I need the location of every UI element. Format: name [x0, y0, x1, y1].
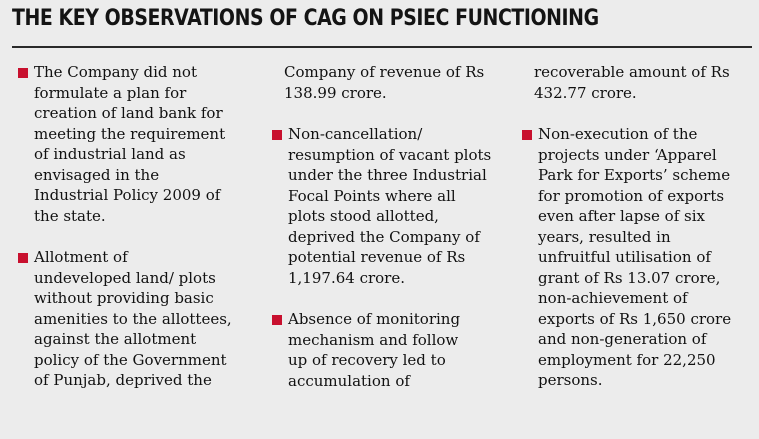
observation-line: accumulation of — [288, 371, 410, 390]
observation-line: the state. — [34, 206, 106, 225]
observation-line: Company of revenue of Rs — [284, 63, 485, 81]
observation-line: grant of Rs 13.07 crore, — [538, 268, 721, 287]
observation-item — [268, 309, 506, 391]
observation-item — [518, 124, 756, 391]
red-square-bullet-icon — [18, 68, 28, 78]
observation-line: deprived the Company of — [288, 227, 480, 246]
observation-line: of industrial land as — [34, 145, 186, 163]
observation-line: of Punjab, deprived the — [34, 371, 212, 389]
observation-line: Focal Points where all — [288, 186, 456, 205]
observation-line: without providing basic — [34, 289, 214, 307]
observation-line: envisaged in the — [34, 165, 160, 184]
observation-line: formulate a plan for — [34, 83, 187, 102]
observation-line: meeting the requirement — [34, 124, 226, 143]
observation-line: The Company did not — [34, 63, 197, 81]
observation-line: exports of Rs 1,650 crore — [538, 309, 732, 328]
observation-line: 432.77 crore. — [534, 83, 637, 102]
red-square-bullet-icon — [18, 253, 28, 263]
observation-line: up of recovery led to — [288, 351, 446, 369]
observation-line: recoverable amount of Rs — [534, 63, 730, 81]
page-title: THE KEY OBSERVATIONS OF CAG ON PSIEC FUNCTIONING — [12, 6, 599, 31]
column-2 — [268, 62, 506, 412]
observation-item — [268, 124, 506, 288]
observation-line: employment for 22,250 — [538, 350, 716, 369]
observation-line: for promotion of exports — [538, 186, 725, 205]
title-divider — [12, 46, 752, 48]
observation-line: Non-execution of the — [538, 125, 698, 143]
observation-line: amenities to the allottees, — [34, 309, 232, 328]
observation-line: resumption of vacant plots — [288, 145, 492, 164]
observation-line: Industrial Policy 2009 of — [34, 186, 221, 204]
observation-line: 1,197.64 crore. — [288, 268, 405, 287]
observation-item — [14, 62, 252, 226]
observation-line: even after lapse of six — [538, 207, 705, 225]
observation-line: projects under ‘Apparel — [538, 145, 717, 164]
observation-line: plots stood allotted, — [288, 207, 439, 225]
observation-line: Allotment of — [34, 248, 128, 266]
observation-line: mechanism and follow — [288, 330, 459, 349]
red-square-bullet-icon — [522, 130, 532, 140]
observation-line: Non-cancellation/ — [288, 125, 423, 143]
observation-line: policy of the Government — [34, 350, 227, 369]
observation-line: 138.99 crore. — [284, 83, 387, 102]
observation-line: Park for Exports’ scheme — [538, 166, 731, 184]
observation-line: non-achievement of — [538, 289, 688, 307]
observation-line: against the allotment — [34, 330, 197, 348]
red-square-bullet-icon — [272, 315, 282, 325]
observation-line: and non-generation of — [538, 330, 707, 348]
observation-line: years, resulted in — [538, 227, 671, 246]
observation-item — [14, 247, 252, 391]
red-square-bullet-icon — [272, 130, 282, 140]
observation-line: creation of land bank for — [34, 104, 223, 122]
observation-line: Absence of monitoring — [288, 310, 461, 328]
observation-item — [268, 62, 506, 103]
observation-line: undeveloped land/ plots — [34, 268, 216, 287]
observation-line: potential revenue of Rs — [288, 248, 466, 266]
observation-item — [518, 62, 756, 103]
column-3 — [518, 62, 756, 412]
observation-line: under the three Industrial — [288, 166, 487, 184]
observation-line: unfruitful utilisation of — [538, 248, 711, 266]
column-1 — [14, 62, 252, 412]
observation-line: persons. — [538, 371, 603, 389]
